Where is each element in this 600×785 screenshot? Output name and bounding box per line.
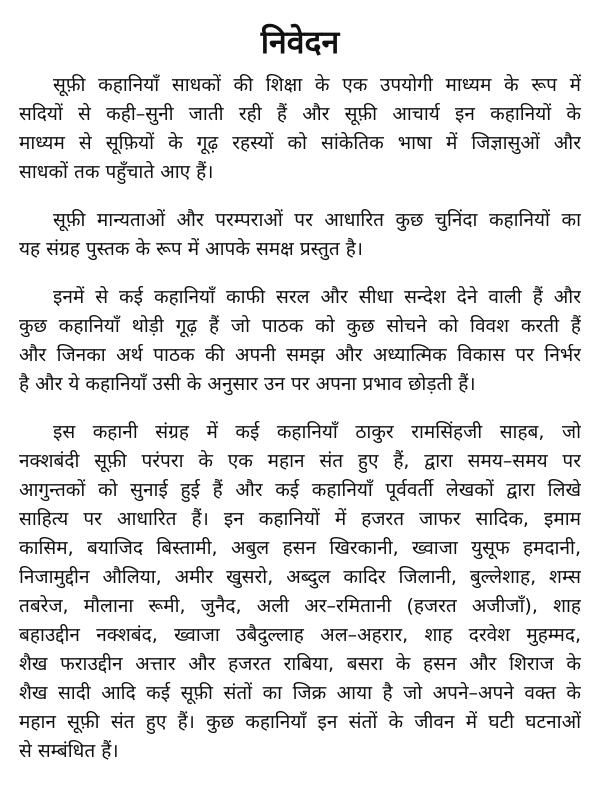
page-title: निवेदन: [260, 23, 340, 61]
text-line: कासिम, बयाजिद बिस्तामी, अबुल हसन खिरकानी, ख्वाजा युसूफ हमदानी,: [19, 537, 581, 559]
text-line: बहाउद्दीन नक्शबंद, ख्वाजा उबैदुल्लाह अल–अहरार, शाह दरवेश मुहम्मद,: [19, 624, 581, 646]
text-line: शैख सादी आदि कई सूफ़ी संतों का जिक्र आया है जो अपने–अपने वक्त के: [19, 682, 581, 704]
text-line: साधकों तक पहुँचाते आए हैं।: [19, 161, 214, 183]
text-line: तबरेज, मौलाना रूमी, जुनैद, अली अर–रमितानी (हजरत अजीजाँ), शाह: [19, 595, 581, 617]
paragraph: [19, 71, 581, 187]
text-line: आगुन्तकों को सुनाई हुई हैं और कई कहानियाँ पूर्ववर्ती लेखकों द्वारा लिखे: [19, 479, 581, 501]
text-line: इस कहानी संग्रह में कई कहानियाँ ठाकुर रामसिंहजी साहब, जो: [53, 421, 581, 443]
text-line: साहित्य पर आधारित हैं। इन कहानियों में हजरत जाफर सादिक, इमाम: [19, 508, 581, 530]
text-line: निजामुद्दीन औलिया, अमीर खुसरो, अब्दुल कादिर जिलानी, बुल्लेशाह, शम्स: [19, 566, 581, 588]
document-body: [19, 71, 581, 785]
text-line: इनमें से कई कहानियाँ काफी सरल और सीधा सन्देश देने वाली हैं और: [53, 286, 581, 308]
text-line: सूफ़ी मान्यताओं और परम्पराओं पर आधारित कुछ चुनिंदा कहानियों का: [53, 209, 581, 231]
text-line: माध्यम से सूफ़ियों के गूढ़ रहस्यों को सांकेतिक भाषा में जिज्ञासुओं और: [19, 132, 581, 154]
text-line: कुछ कहानियाँ थोड़ी गूढ़ हैं जो पाठक को कुछ सोचने को विवश करती हैं: [19, 315, 581, 337]
text-line: से सम्बंधित हैं।: [19, 740, 119, 762]
text-line: यह संग्रह पुस्तक के रूप में आपके समक्ष प्रस्तुत है।: [19, 238, 364, 260]
text-line: शैख फराउद्दीन अत्तार और हजरत राबिया, बसरा के हसन और शिराज के: [19, 653, 581, 675]
text-line: है और ये कहानियाँ उसी के अनुसार उन पर अपना प्रभाव छोड़ती हैं।: [19, 373, 476, 395]
text-line: सूफ़ी कहानियाँ साधकों की शिक्षा के एक उपयोगी माध्यम के रूप में: [53, 74, 581, 96]
text-line: सदियों से कही–सुनी जाती रही हैं और सूफ़ी आचार्य इन कहानियों के: [19, 103, 581, 125]
paragraph: [19, 418, 581, 766]
text-line: महान सूफ़ी संत हुए हैं। कुछ कहानियाँ इन संतों के जीवन में घटी घटनाओं: [19, 711, 581, 733]
paragraph: [19, 206, 581, 264]
text-line: नक्शबंदी सूफ़ी परंपरा के एक महान संत हुए हैं, द्वारा समय–समय पर: [19, 450, 581, 472]
text-line: और जिनका अर्थ पाठक की अपनी समझ और अध्यात्मिक विकास पर निर्भर: [19, 344, 581, 366]
paragraph: [19, 283, 581, 399]
